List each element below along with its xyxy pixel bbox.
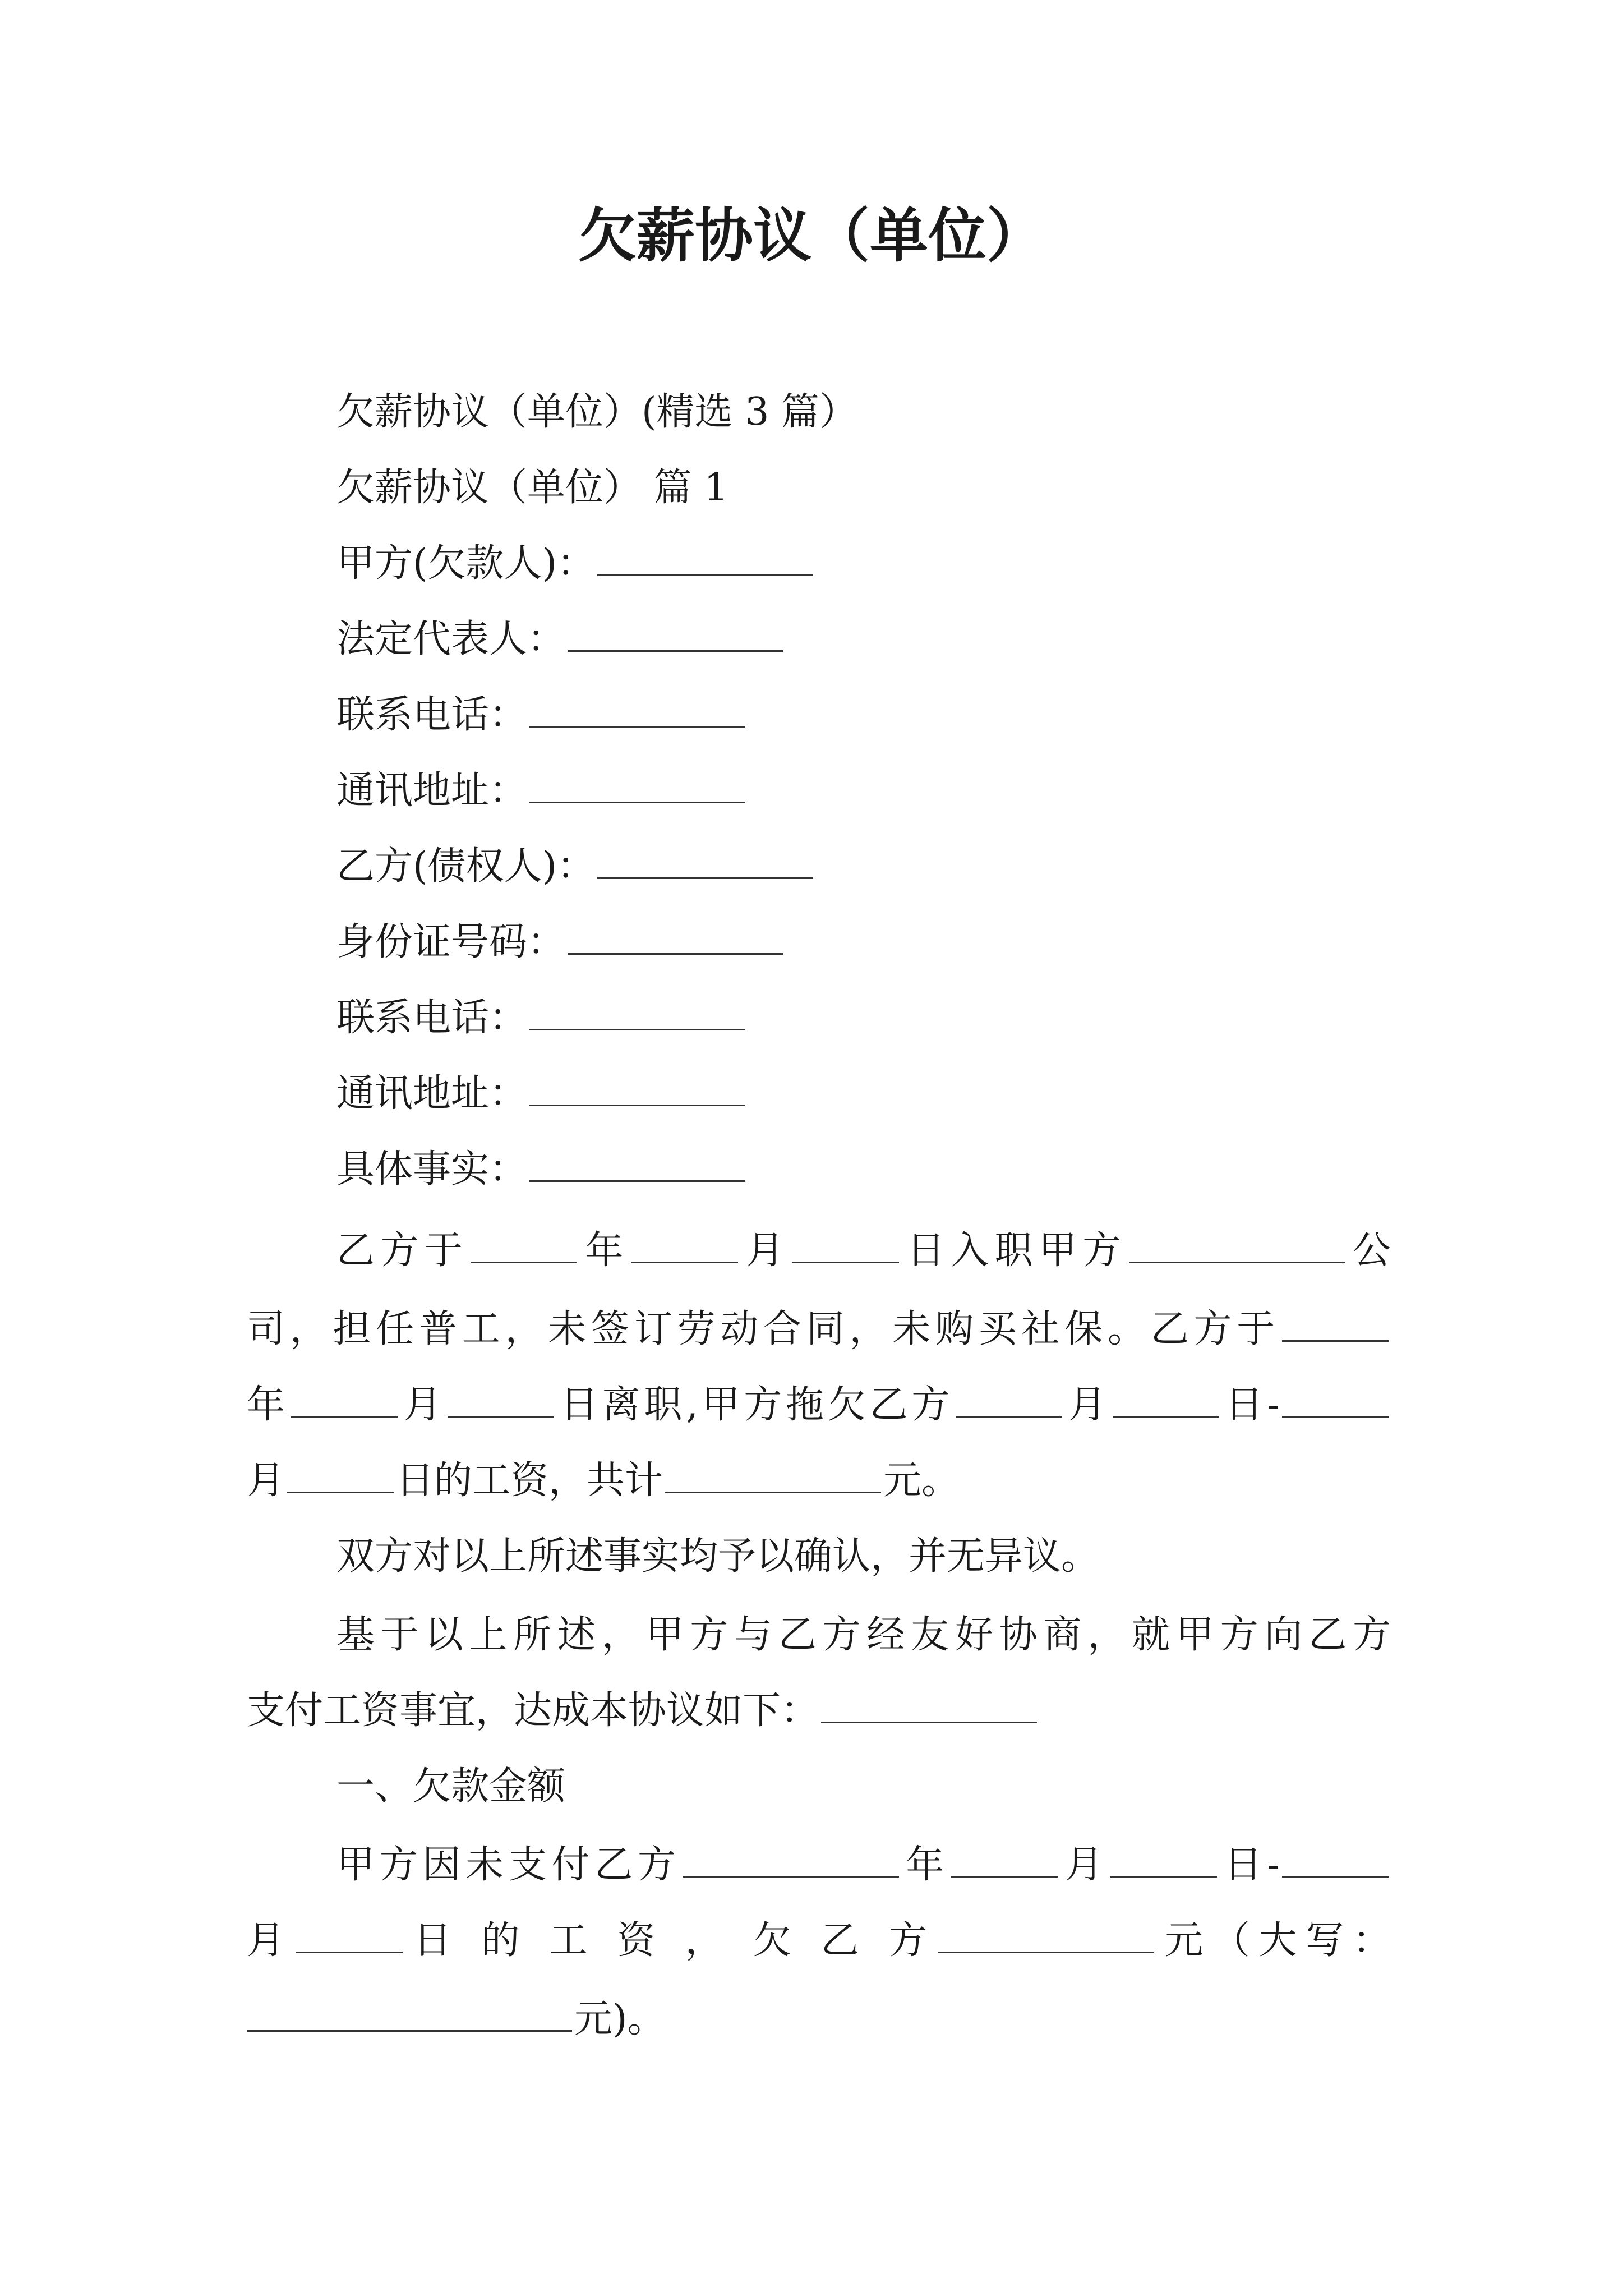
- field-label: 身份证号码：: [336, 920, 566, 964]
- text-run: 日的工资，共计: [396, 1458, 663, 1503]
- text-run: 元)。: [574, 1997, 666, 2041]
- article-1-line-2: [247, 1913, 1391, 1969]
- fill-blank: [597, 541, 813, 576]
- fill-blank: [1129, 1228, 1345, 1263]
- text-run: 日-: [1221, 1383, 1280, 1427]
- document-title: 欠薪协议（单位）: [578, 201, 1045, 270]
- fill-blank: [529, 1071, 745, 1106]
- fill-blank: [471, 1228, 577, 1263]
- article-1-heading: 一、欠款金额: [336, 1764, 566, 1809]
- fill-blank: [1113, 1382, 1219, 1418]
- text-run: 月: [399, 1383, 446, 1427]
- fill-blank: [287, 1458, 394, 1493]
- fill-blank: [792, 1228, 899, 1263]
- section-heading: 欠薪协议（单位） 篇 1: [336, 466, 728, 510]
- field-label: 法定代表人：: [336, 617, 566, 661]
- fill-blank: [448, 1382, 554, 1418]
- field-label: 具体事实：: [336, 1147, 528, 1191]
- basis-line-2: [247, 1683, 1391, 1739]
- fill-blank: [568, 616, 783, 652]
- text-run: 月: [247, 1918, 294, 1963]
- field-party-b: [336, 839, 1391, 895]
- text-run: 月: [1060, 1843, 1108, 1887]
- text-run: 公: [1347, 1228, 1391, 1273]
- fill-blank: [597, 844, 813, 879]
- fact-line-4: [247, 1453, 1391, 1509]
- field-address-a: [336, 763, 1391, 819]
- field-id-number: [336, 914, 1391, 970]
- fact-line-2: [247, 1301, 1391, 1358]
- fill-blank: [1110, 1842, 1217, 1878]
- text-run: 乙方于: [336, 1228, 469, 1273]
- text-run: 年: [901, 1843, 949, 1887]
- field-label: 通讯地址：: [336, 769, 528, 813]
- fill-blank: [951, 1842, 1058, 1878]
- field-address-b: [336, 1066, 1391, 1122]
- fill-blank: [529, 768, 745, 803]
- text-run: 日入职甲方: [901, 1228, 1127, 1273]
- text-run: 日 的 工 资 ， 欠 乙 方: [404, 1918, 936, 1963]
- field-label: 通讯地址：: [336, 1071, 528, 1116]
- text-run: 月: [1064, 1383, 1110, 1427]
- fill-blank: [296, 1918, 403, 1953]
- text-run: 月: [740, 1228, 790, 1273]
- fill-blank: [1282, 1842, 1389, 1878]
- fill-blank: [247, 1996, 572, 2032]
- field-label: 甲方(欠款人)：: [336, 541, 596, 586]
- field-legal-representative: [336, 611, 1391, 668]
- text-run: 元（大写：: [1156, 1918, 1391, 1963]
- document-subtitle: 欠薪协议（单位）(精选 3 篇）: [336, 390, 858, 434]
- fill-blank: [568, 919, 783, 955]
- fill-blank: [291, 1382, 398, 1418]
- text-run: 支付工资事宜，达成本协议如下：: [247, 1688, 819, 1733]
- basis-line-1: 基于以上所述，甲方与乙方经友好协商，就甲方向乙方: [336, 1613, 1391, 1657]
- field-party-a: [336, 536, 1391, 592]
- fill-blank: [683, 1842, 899, 1878]
- article-1-line-3: [247, 1991, 1391, 2047]
- text-run: 元。: [883, 1458, 960, 1503]
- fill-blank: [1282, 1306, 1389, 1342]
- fact-line-3: [247, 1377, 1391, 1433]
- fill-blank: [938, 1918, 1154, 1953]
- fill-blank: [821, 1688, 1037, 1723]
- fill-blank: [529, 995, 745, 1030]
- fill-blank: [631, 1228, 738, 1263]
- field-phone-a: [336, 687, 1391, 743]
- text-run: 司，担任普工，未签订劳动合同，未购买社保。乙方于: [247, 1307, 1280, 1351]
- fill-blank: [956, 1382, 1062, 1418]
- text-run: 日-: [1219, 1843, 1280, 1887]
- fact-line-1: [336, 1223, 1391, 1279]
- article-1-line-1: [336, 1837, 1391, 1893]
- text-run: 年: [579, 1228, 629, 1273]
- text-run: 年: [247, 1383, 289, 1427]
- field-phone-b: [336, 990, 1391, 1046]
- fill-blank: [1282, 1382, 1389, 1418]
- text-run: 甲方因未支付乙方: [336, 1843, 681, 1887]
- text-run: 月: [247, 1458, 285, 1503]
- field-label: 乙方(债权人)：: [336, 844, 596, 889]
- text-run: 日离职,甲方拖欠乙方: [556, 1383, 954, 1427]
- field-label: 联系电话：: [336, 693, 528, 737]
- fill-blank: [665, 1458, 881, 1493]
- fill-blank: [529, 1147, 745, 1182]
- field-label: 联系电话：: [336, 996, 528, 1040]
- fill-blank: [529, 692, 745, 728]
- field-facts: [336, 1142, 1391, 1198]
- confirm-paragraph: 双方对以上所述事实均予以确认，并无异议。: [336, 1534, 1100, 1579]
